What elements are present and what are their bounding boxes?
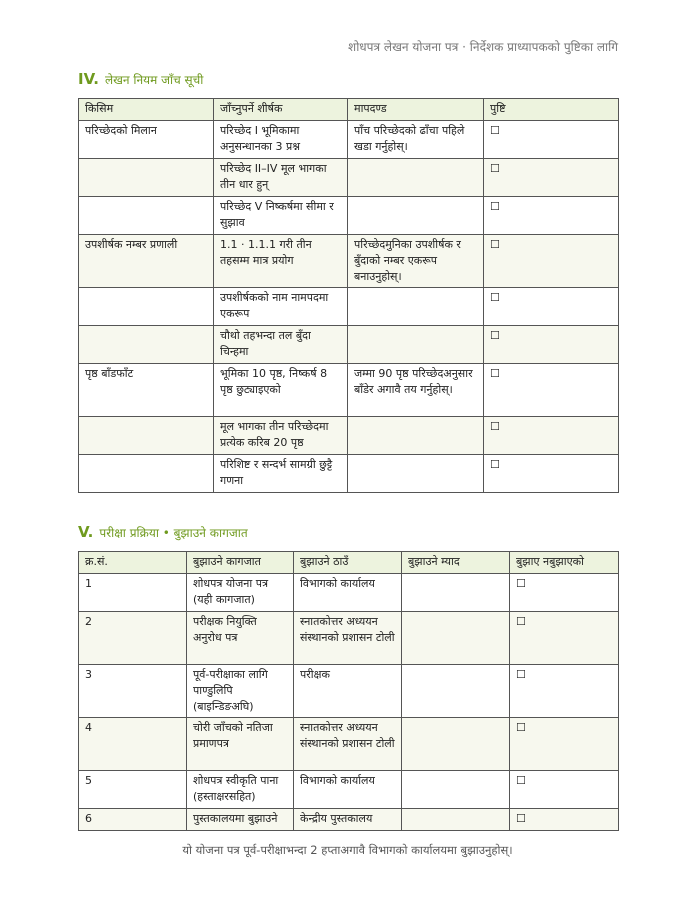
section-iv-title: लेखन नियम जाँच सूची [104, 73, 204, 87]
table-cell: मूल भागका तीन परिच्छेदमा प्रत्येक करिब 20 पृष्ठ [214, 417, 348, 455]
checkbox-cell [484, 121, 619, 159]
table-cell [402, 665, 510, 718]
table-cell: 1 [79, 574, 187, 612]
table-row [79, 665, 619, 718]
section-v-number: V. [78, 523, 94, 541]
table-cell [348, 197, 484, 235]
section-v-heading [78, 523, 248, 541]
table-cell: विभागको कार्यालय [294, 574, 402, 612]
table-row [79, 364, 619, 417]
checkbox-cell [510, 574, 619, 612]
table-cell: परिच्छेदको मिलान [79, 121, 214, 159]
checkbox-icon[interactable]: ☐ [490, 458, 500, 471]
table-cell [348, 288, 484, 326]
table-cell: चौथो तहभन्दा तल बुँदा चिन्हमा [214, 326, 348, 364]
table-cell: जम्मा 90 पृष्ठ परिच्छेदअनुसार बाँडेर अगावै तय गर्नुहोस्। [348, 364, 484, 417]
checkbox-icon[interactable]: ☐ [490, 162, 500, 175]
table-cell: परिच्छेद I भूमिकामा अनुसन्धानका 3 प्रश्न [214, 121, 348, 159]
table-cell [79, 326, 214, 364]
checkbox-icon[interactable]: ☐ [516, 721, 526, 734]
checkbox-cell [484, 288, 619, 326]
column-header: किसिम [79, 99, 214, 121]
table-row [79, 288, 619, 326]
table-row [79, 235, 619, 288]
table-row [79, 574, 619, 612]
checkbox-cell [510, 612, 619, 665]
table-cell [79, 455, 214, 493]
table-cell [79, 197, 214, 235]
checkbox-cell [484, 235, 619, 288]
table-cell [348, 159, 484, 197]
column-header: पुष्टि [484, 99, 619, 121]
table-cell: पाँच परिच्छेदको ढाँचा पहिले खडा गर्नुहोस्। [348, 121, 484, 159]
table-cell: उपशीर्षकको नाम नामपदमा एकरूप [214, 288, 348, 326]
table-header-row [79, 552, 619, 574]
section-iv-number: IV. [78, 70, 99, 88]
checkbox-icon[interactable]: ☐ [516, 615, 526, 628]
table-cell [402, 718, 510, 771]
checkbox-cell [510, 771, 619, 809]
table-cell [402, 771, 510, 809]
table-row [79, 121, 619, 159]
checkbox-cell [510, 718, 619, 771]
footer-note: यो योजना पत्र पूर्व-परीक्षाभन्दा 2 हप्ताअगावै विभागको कार्यालयमा बुझाउनुहोस्। [182, 843, 513, 857]
table-cell: 3 [79, 665, 187, 718]
table-cell: स्नातकोत्तर अध्ययन संस्थानको प्रशासन टोली [294, 718, 402, 771]
table-cell: परिच्छेद II–IV मूल भागका तीन धार हुन् [214, 159, 348, 197]
checkbox-cell [484, 197, 619, 235]
table-header-row [79, 99, 619, 121]
checkbox-icon[interactable]: ☐ [516, 577, 526, 590]
table-cell: विभागको कार्यालय [294, 771, 402, 809]
table-cell: 1.1 · 1.1.1 गरी तीन तहसम्म मात्र प्रयोग [214, 235, 348, 288]
table-cell [402, 574, 510, 612]
table-cell: पृष्ठ बाँडफाँट [79, 364, 214, 417]
table-row [79, 718, 619, 771]
checkbox-cell [484, 326, 619, 364]
table-cell: पूर्व-परीक्षाका लागि पाण्डुलिपि (बाइन्डिङअघि) [187, 665, 294, 718]
checkbox-cell [484, 159, 619, 197]
table-cell [79, 288, 214, 326]
column-header: बुझाउने म्याद [402, 552, 510, 574]
table-cell [79, 417, 214, 455]
writing-rules-checklist-table [78, 98, 619, 493]
table-cell: परीक्षक नियुक्ति अनुरोध पत्र [187, 612, 294, 665]
checkbox-cell [510, 809, 619, 831]
checkbox-icon[interactable]: ☐ [490, 329, 500, 342]
checkbox-icon[interactable]: ☐ [490, 238, 500, 251]
table-cell: चोरी जाँचको नतिजा प्रमाणपत्र [187, 718, 294, 771]
checkbox-icon[interactable]: ☐ [490, 124, 500, 137]
submission-documents-table [78, 551, 619, 831]
checkbox-icon[interactable]: ☐ [516, 774, 526, 787]
table-row [79, 159, 619, 197]
table-cell: केन्द्रीय पुस्तकालय [294, 809, 402, 831]
table-cell: 5 [79, 771, 187, 809]
table-cell: उपशीर्षक नम्बर प्रणाली [79, 235, 214, 288]
checkbox-icon[interactable]: ☐ [490, 291, 500, 304]
table-cell [402, 809, 510, 831]
column-header: मापदण्ड [348, 99, 484, 121]
table-cell: परिच्छेदमुनिका उपशीर्षक र बुँदाको नम्बर एकरूप बनाउनुहोस्। [348, 235, 484, 288]
checkbox-icon[interactable]: ☐ [516, 668, 526, 681]
table-row [79, 417, 619, 455]
section-iv-heading [78, 70, 203, 88]
checkbox-icon[interactable]: ☐ [490, 200, 500, 213]
table-cell: भूमिका 10 पृष्ठ, निष्कर्ष 8 पृष्ठ छुट्याइएको [214, 364, 348, 417]
column-header: जाँच्नुपर्ने शीर्षक [214, 99, 348, 121]
checkbox-icon[interactable]: ☐ [516, 812, 526, 825]
table-row [79, 612, 619, 665]
table-cell [402, 612, 510, 665]
checkbox-cell [484, 455, 619, 493]
column-header: बुझाउने कागजात [187, 552, 294, 574]
column-header: बुझाउने ठाउँ [294, 552, 402, 574]
table-cell [348, 326, 484, 364]
table-cell: शोधपत्र योजना पत्र (यही कागजात) [187, 574, 294, 612]
table-cell: पुस्तकालयमा बुझाउने [187, 809, 294, 831]
table-cell: परीक्षक [294, 665, 402, 718]
table-cell: 4 [79, 718, 187, 771]
table-cell: परिच्छेद V निष्कर्षमा सीमा र सुझाव [214, 197, 348, 235]
checkbox-icon[interactable]: ☐ [490, 367, 500, 380]
table-cell: परिशिष्ट र सन्दर्भ सामग्री छुट्टै गणना [214, 455, 348, 493]
table-cell: 2 [79, 612, 187, 665]
table-cell [348, 455, 484, 493]
column-header: बुझाए नबुझाएको [510, 552, 619, 574]
running-head: शोधपत्र लेखन योजना पत्र · निर्देशक प्राध्यापकको पुष्टिका लागि [348, 40, 618, 54]
checkbox-cell [484, 364, 619, 417]
table-row [79, 771, 619, 809]
table-cell: शोधपत्र स्वीकृति पाना (हस्ताक्षरसहित) [187, 771, 294, 809]
table-row [79, 455, 619, 493]
table-cell: 6 [79, 809, 187, 831]
checkbox-cell [484, 417, 619, 455]
table-row [79, 326, 619, 364]
checkbox-icon[interactable]: ☐ [490, 420, 500, 433]
column-header: क्र.सं. [79, 552, 187, 574]
table-cell: स्नातकोत्तर अध्ययन संस्थानको प्रशासन टोली [294, 612, 402, 665]
table-cell [79, 159, 214, 197]
table-row [79, 809, 619, 831]
table-row [79, 197, 619, 235]
checkbox-cell [510, 665, 619, 718]
table-cell [348, 417, 484, 455]
section-v-title: परीक्षा प्रक्रिया • बुझाउने कागजात [99, 526, 248, 540]
